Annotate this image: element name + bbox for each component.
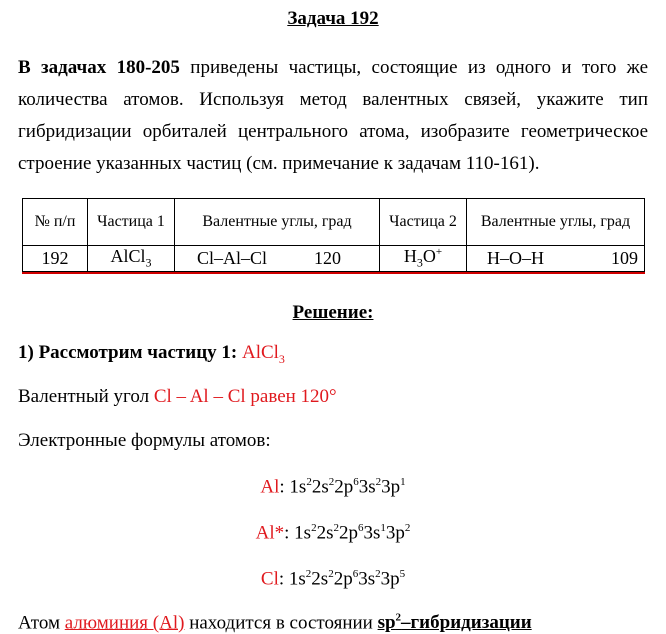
header-angles-2: Валентные углы, град: [467, 199, 645, 246]
cell-angles-1: [175, 246, 380, 272]
atom-symbol: Al*: [255, 522, 285, 544]
orbital-label: 2s: [316, 522, 334, 544]
orbital-label: 2p: [334, 476, 354, 498]
angle-line-prefix: Валентный угол: [18, 386, 154, 407]
cell-num: 192: [23, 246, 88, 272]
orbital-label: 2p: [333, 568, 353, 590]
table-header-row: [23, 199, 645, 246]
task-title: Задача 192: [287, 8, 379, 29]
table-row: [23, 246, 645, 272]
orbital-electrons: 1: [400, 476, 406, 488]
hyb-prefix: Атом: [18, 612, 65, 634]
formula-cl: [0, 568, 666, 590]
bond-2: H–O–H: [487, 247, 544, 268]
formula-colon: :: [284, 522, 295, 544]
particle-2-tail: O: [422, 246, 436, 266]
angle-line-value: Cl – Al – Cl равен 120°: [153, 386, 337, 407]
orbital-electrons: 2: [375, 476, 382, 488]
header-num: № п/п: [23, 199, 88, 246]
atom-symbol: Al: [260, 476, 280, 498]
hyb-type-base: sp: [377, 612, 396, 634]
cell-angles-2: [467, 246, 645, 272]
atom-symbol: Cl: [260, 568, 279, 590]
formula-al: [0, 476, 666, 498]
solution-heading: Решение:: [292, 302, 374, 323]
orbital-label: 3p: [381, 476, 401, 498]
electron-heading: Электронные формулы атомов:: [18, 430, 271, 451]
step-1-formula-sub: 3: [278, 351, 285, 366]
particle-2-sub: 3: [416, 255, 423, 270]
particle-2-sup: +: [435, 246, 443, 258]
hyb-type-tail: –гибридизации: [401, 612, 532, 634]
orbital-label: 1s: [289, 476, 307, 498]
orbital-electrons: 2: [306, 476, 312, 488]
hyb-type-sup: 2: [395, 612, 402, 624]
hybridization-line: [18, 612, 532, 634]
orbital-label: 3p: [385, 522, 405, 544]
orbital-electrons: 2: [328, 568, 334, 580]
orbital-electrons: 1: [380, 522, 386, 534]
hyb-middle: находится в состоянии: [184, 612, 378, 634]
step-1-formula-base: AlCl: [241, 342, 279, 363]
cell-particle-1: [88, 246, 175, 272]
orbital-electrons: 6: [357, 522, 364, 534]
orbital-electrons: 6: [352, 568, 359, 580]
orbital-electrons: 2: [305, 568, 312, 580]
particle-1-sub: 3: [145, 255, 152, 270]
orbital-label: 1s: [288, 568, 306, 590]
orbital-label: 2s: [311, 476, 329, 498]
orbital-label: 3s: [358, 476, 376, 498]
task-description-text: приведены частицы, состоящие из одного и того же количества атомов. Используя метод валентных связей, укажите тип гибридизации орбиталей центрального атома, изобразите геометрическое строение указанных частиц (см. примечание к задачам 110-161).: [18, 57, 648, 174]
step-1-formula: [241, 342, 285, 366]
orbital-electrons: 5: [399, 568, 406, 580]
header-particle-1: Частица 1: [88, 199, 175, 246]
formula-al-excited: [0, 522, 666, 544]
task-range-lead: В задачах 180-205: [18, 57, 180, 78]
particle-1-base: AlCl: [110, 246, 146, 266]
orbital-label: 3s: [363, 522, 381, 544]
bond-1: Cl–Al–Cl: [197, 247, 268, 268]
orbital-electrons: 6: [353, 476, 359, 488]
hyb-element: алюминия (Al): [64, 612, 185, 634]
task-description: [18, 52, 648, 180]
orbital-label: 2p: [338, 522, 358, 544]
orbital-label: 3p: [380, 568, 400, 590]
orbital-label: 1s: [294, 522, 312, 544]
orbital-electrons: 2: [333, 522, 339, 534]
step-1-label: 1) Рассмотрим частицу 1:: [18, 342, 242, 363]
orbital-electrons: 2: [404, 522, 411, 534]
orbital-label: 2s: [311, 568, 329, 590]
cell-particle-2: [380, 246, 467, 272]
angle-line: [18, 386, 337, 408]
angle-2: 109: [611, 247, 638, 268]
hyb-type: [378, 612, 532, 633]
header-particle-2: Частица 2: [380, 199, 467, 246]
formula-colon: :: [279, 476, 290, 498]
formula-colon: :: [278, 568, 289, 590]
header-angles-1: Валентные углы, град: [175, 199, 380, 246]
step-1-line: [18, 342, 285, 367]
task-table: [22, 198, 645, 272]
table-red-underline: [22, 272, 645, 274]
orbital-electrons: 2: [311, 522, 317, 534]
angle-1: 120: [314, 247, 342, 268]
orbital-label: 3s: [358, 568, 376, 590]
orbital-electrons: 2: [328, 476, 335, 488]
particle-2-base: H: [403, 246, 417, 266]
orbital-electrons: 2: [375, 568, 381, 580]
